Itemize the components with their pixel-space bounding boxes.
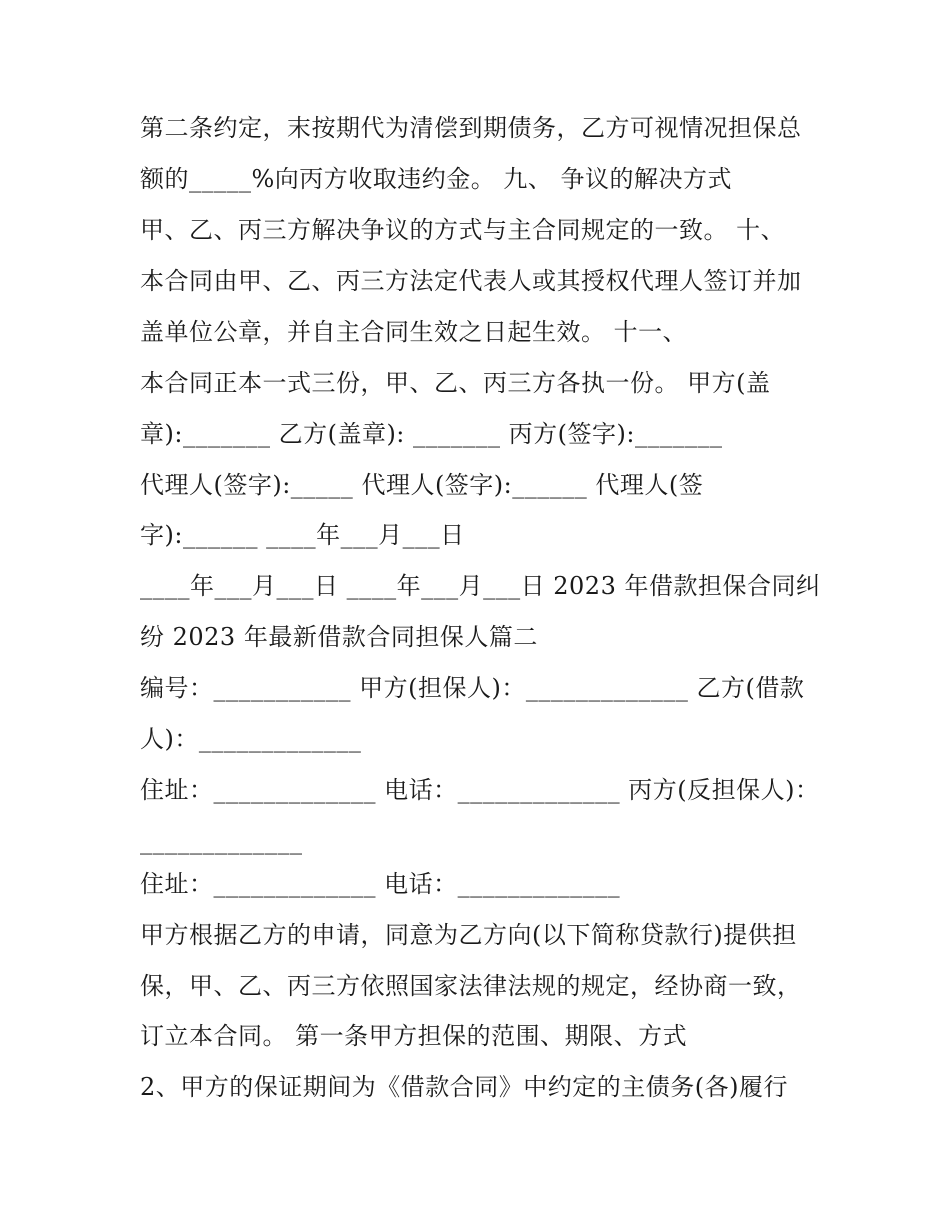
text-line: 订立本合同。 第一条甲方担保的范围、期限、方式 (140, 1022, 688, 1050)
text-line: 章):_______ 乙方(盖章): _______ 丙方(签字):_______ (140, 420, 723, 448)
text-line: 第二条约定，末按期代为清偿到期债务，乙方可视情况担保总 (140, 114, 802, 142)
text-line: ____年___月___日 ____年___月___日 2023 年借款担保合同纠 (140, 572, 821, 600)
text-line: 代理人(签字):_____ 代理人(签字):______ 代理人(签 (140, 471, 704, 499)
text-line: 住址：_____________ 电话：_____________ (140, 870, 621, 898)
text-line: _____________ (140, 827, 303, 855)
text-line: 保，甲、乙、丙三方依照国家法律法规的规定，经协商一致， (140, 972, 802, 1000)
text-line: 本合同由甲、乙、丙三方法定代表人或其授权代理人签订并加 (140, 267, 802, 295)
text-line: 人)：_____________ (140, 725, 362, 753)
text-line: 字):______ ____年___月___日 (140, 521, 465, 549)
text-line: 本合同正本一式三份，甲、乙、丙三方各执一份。 甲方(盖 (140, 369, 771, 397)
text-line: 纷 2023 年最新借款合同担保人篇二 (140, 623, 538, 651)
text-line: 2、甲方的保证期间为《借款合同》中约定的主债务(各)履行 (140, 1073, 788, 1101)
text-line: 甲、乙、丙三方解决争议的方式与主合同规定的一致。 十、 (140, 216, 786, 244)
text-line: 甲方根据乙方的申请，同意为乙方向(以下简称贷款行)提供担 (140, 921, 797, 949)
text-line: 盖单位公章，并自主合同生效之日起生效。 十一、 (140, 318, 688, 346)
text-line: 编号：___________ 甲方(担保人)：_____________ 乙方(借款 (140, 674, 805, 702)
text-line: 额的_____%向丙方收取违约金。 九、 争议的解决方式 (140, 165, 733, 193)
text-line: 住址：_____________ 电话：_____________ 丙方(反担保人)： (140, 776, 820, 804)
